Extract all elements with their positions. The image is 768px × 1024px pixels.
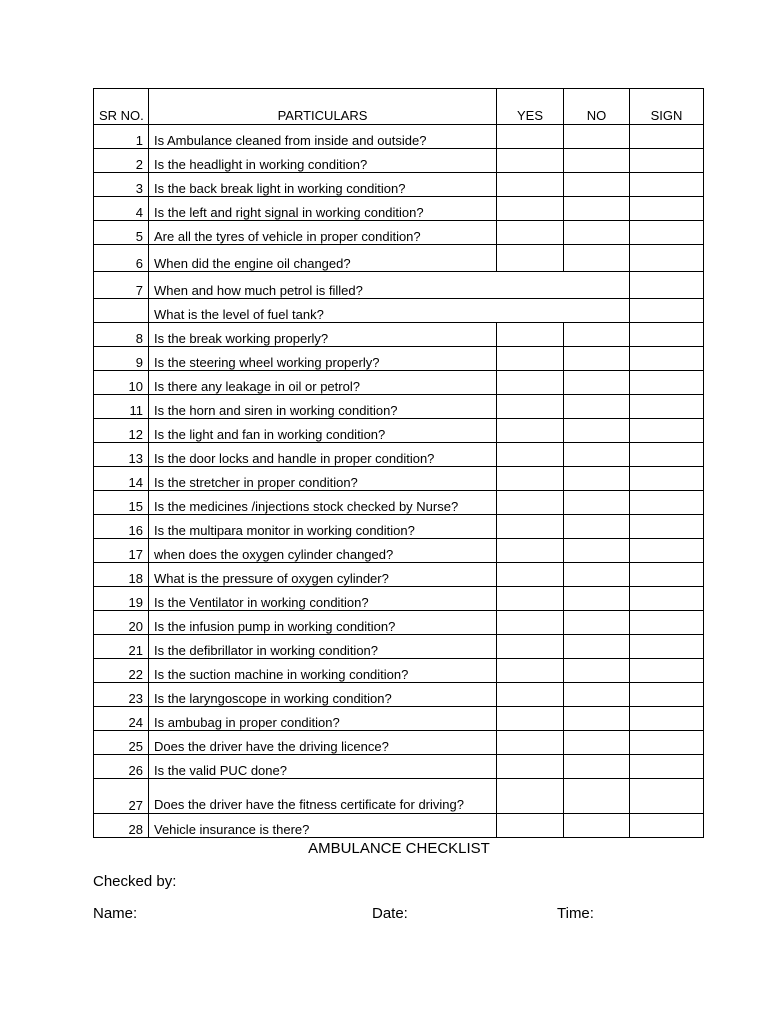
- sign-cell[interactable]: [630, 731, 704, 755]
- sr-cell: 27: [94, 779, 149, 814]
- table-row: [94, 299, 704, 323]
- no-cell[interactable]: [564, 611, 630, 635]
- particulars-cell: Is the medicines /injections stock checked by Nurse?: [149, 491, 497, 515]
- yes-cell[interactable]: [497, 443, 564, 467]
- table-row: [94, 611, 704, 635]
- yes-cell[interactable]: [497, 779, 564, 814]
- sign-cell[interactable]: [630, 125, 704, 149]
- particulars-cell: Is the infusion pump in working condition?: [149, 611, 497, 635]
- particulars-cell: Is the laryngoscope in working condition?: [149, 683, 497, 707]
- no-cell[interactable]: [564, 539, 630, 563]
- header-particulars: PARTICULARS: [149, 89, 497, 125]
- sign-cell[interactable]: [630, 814, 704, 838]
- sr-cell: 2: [94, 149, 149, 173]
- no-cell[interactable]: [564, 707, 630, 731]
- no-cell[interactable]: [564, 245, 630, 272]
- no-cell[interactable]: [564, 755, 630, 779]
- sr-cell: [94, 299, 149, 323]
- header-yes: YES: [497, 89, 564, 125]
- sign-cell[interactable]: [630, 659, 704, 683]
- sr-cell: 5: [94, 221, 149, 245]
- particulars-cell: Are all the tyres of vehicle in proper condition?: [149, 221, 497, 245]
- sign-cell[interactable]: [630, 443, 704, 467]
- particulars-cell: When did the engine oil changed?: [149, 245, 497, 272]
- header-sign: SIGN: [630, 89, 704, 125]
- sign-cell[interactable]: [630, 197, 704, 221]
- particulars-cell: Is the defibrillator in working condition?: [149, 635, 497, 659]
- yes-cell[interactable]: [497, 683, 564, 707]
- sr-cell: 26: [94, 755, 149, 779]
- sr-cell: 13: [94, 443, 149, 467]
- particulars-cell: Is the multipara monitor in working condition?: [149, 515, 497, 539]
- sr-cell: 6: [94, 245, 149, 272]
- sign-cell[interactable]: [630, 707, 704, 731]
- table-row: [94, 779, 704, 814]
- yes-cell[interactable]: [497, 245, 564, 272]
- no-cell[interactable]: [564, 491, 630, 515]
- particulars-cell: Is the light and fan in working condition?: [149, 419, 497, 443]
- sr-cell: 1: [94, 125, 149, 149]
- header-sr-no: SR NO.: [94, 89, 149, 125]
- yes-cell[interactable]: [497, 149, 564, 173]
- table-row: [94, 221, 704, 245]
- sr-cell: 25: [94, 731, 149, 755]
- sign-cell[interactable]: [630, 611, 704, 635]
- sr-cell: 21: [94, 635, 149, 659]
- sr-cell: 24: [94, 707, 149, 731]
- yes-cell[interactable]: [497, 419, 564, 443]
- particulars-cell: Is the Ventilator in working condition?: [149, 587, 497, 611]
- no-cell[interactable]: [564, 467, 630, 491]
- table-row: [94, 635, 704, 659]
- sign-cell[interactable]: [630, 587, 704, 611]
- table-row: [94, 659, 704, 683]
- particulars-cell: Is the valid PUC done?: [149, 755, 497, 779]
- yes-cell[interactable]: [497, 515, 564, 539]
- sr-cell: 10: [94, 371, 149, 395]
- no-cell[interactable]: [564, 635, 630, 659]
- no-cell[interactable]: [564, 149, 630, 173]
- yes-cell[interactable]: [497, 323, 564, 347]
- no-cell[interactable]: [564, 125, 630, 149]
- sign-cell[interactable]: [630, 491, 704, 515]
- particulars-cell: Is the horn and siren in working condition?: [149, 395, 497, 419]
- no-cell[interactable]: [564, 173, 630, 197]
- no-cell[interactable]: [564, 221, 630, 245]
- yes-cell[interactable]: [497, 611, 564, 635]
- no-cell[interactable]: [564, 683, 630, 707]
- particulars-cell: Is Ambulance cleaned from inside and outside?: [149, 125, 497, 149]
- sign-cell[interactable]: [630, 299, 704, 323]
- sr-cell: 15: [94, 491, 149, 515]
- particulars-cell: Is the headlight in working condition?: [149, 149, 497, 173]
- yes-cell[interactable]: [497, 371, 564, 395]
- sign-cell[interactable]: [630, 221, 704, 245]
- sr-cell: 19: [94, 587, 149, 611]
- sign-cell[interactable]: [630, 515, 704, 539]
- header-no: NO: [564, 89, 630, 125]
- sr-cell: 23: [94, 683, 149, 707]
- yes-cell[interactable]: [497, 395, 564, 419]
- no-cell[interactable]: [564, 371, 630, 395]
- yes-cell[interactable]: [497, 635, 564, 659]
- yes-cell[interactable]: [497, 197, 564, 221]
- table-row: [94, 272, 704, 299]
- sign-cell[interactable]: [630, 467, 704, 491]
- sign-cell[interactable]: [630, 347, 704, 371]
- sr-cell: 9: [94, 347, 149, 371]
- table-row: [94, 149, 704, 173]
- table-row: [94, 814, 704, 838]
- sr-cell: 20: [94, 611, 149, 635]
- sign-cell[interactable]: [630, 683, 704, 707]
- particulars-cell: when does the oxygen cylinder changed?: [149, 539, 497, 563]
- table-row: [94, 323, 704, 347]
- checked-by-label: Checked by:: [93, 873, 177, 890]
- particulars-cell: Vehicle insurance is there?: [149, 814, 497, 838]
- yes-cell[interactable]: [497, 587, 564, 611]
- sign-cell[interactable]: [630, 323, 704, 347]
- sign-cell[interactable]: [630, 563, 704, 587]
- table-row: [94, 245, 704, 272]
- table-row: [94, 125, 704, 149]
- particulars-cell: Is the break working properly?: [149, 323, 497, 347]
- sr-cell: 12: [94, 419, 149, 443]
- particulars-cell: When and how much petrol is filled?: [149, 272, 630, 299]
- table-row: [94, 467, 704, 491]
- table-row: [94, 755, 704, 779]
- yes-cell[interactable]: [497, 659, 564, 683]
- sr-cell: 14: [94, 467, 149, 491]
- no-cell[interactable]: [564, 587, 630, 611]
- sr-cell: 4: [94, 197, 149, 221]
- table-row: [94, 419, 704, 443]
- sr-cell: 8: [94, 323, 149, 347]
- particulars-cell: Is the steering wheel working properly?: [149, 347, 497, 371]
- no-cell[interactable]: [564, 443, 630, 467]
- sr-cell: 3: [94, 173, 149, 197]
- sign-cell[interactable]: [630, 395, 704, 419]
- table-row: [94, 197, 704, 221]
- sign-cell[interactable]: [630, 173, 704, 197]
- no-cell[interactable]: [564, 395, 630, 419]
- table-row: [94, 539, 704, 563]
- table-row: [94, 731, 704, 755]
- checklist-title: AMBULANCE CHECKLIST: [308, 840, 490, 857]
- table-row: [94, 347, 704, 371]
- no-cell[interactable]: [564, 563, 630, 587]
- sr-cell: 17: [94, 539, 149, 563]
- particulars-cell: What is the level of fuel tank?: [149, 299, 630, 323]
- no-cell[interactable]: [564, 814, 630, 838]
- particulars-cell: What is the pressure of oxygen cylinder?: [149, 563, 497, 587]
- sr-cell: 28: [94, 814, 149, 838]
- sign-cell[interactable]: [630, 539, 704, 563]
- table-row: [94, 395, 704, 419]
- particulars-cell: Is the left and right signal in working condition?: [149, 197, 497, 221]
- no-cell[interactable]: [564, 419, 630, 443]
- table-row: [94, 515, 704, 539]
- yes-cell[interactable]: [497, 814, 564, 838]
- table-row: [94, 563, 704, 587]
- table-row: [94, 683, 704, 707]
- date-label: Date:: [372, 905, 408, 922]
- table-row: [94, 443, 704, 467]
- sign-cell[interactable]: [630, 419, 704, 443]
- table-row: [94, 707, 704, 731]
- table-row: [94, 491, 704, 515]
- yes-cell[interactable]: [497, 491, 564, 515]
- no-cell[interactable]: [564, 197, 630, 221]
- sr-cell: 16: [94, 515, 149, 539]
- sr-cell: 18: [94, 563, 149, 587]
- yes-cell[interactable]: [497, 125, 564, 149]
- sr-cell: 7: [94, 272, 149, 299]
- yes-cell[interactable]: [497, 731, 564, 755]
- yes-cell[interactable]: [497, 755, 564, 779]
- yes-cell[interactable]: [497, 467, 564, 491]
- particulars-cell: Is the suction machine in working condition?: [149, 659, 497, 683]
- particulars-cell: Is the back break light in working condition?: [149, 173, 497, 197]
- particulars-cell: Is ambubag in proper condition?: [149, 707, 497, 731]
- yes-cell[interactable]: [497, 347, 564, 371]
- no-cell[interactable]: [564, 347, 630, 371]
- no-cell[interactable]: [564, 779, 630, 814]
- yes-cell[interactable]: [497, 539, 564, 563]
- yes-cell[interactable]: [497, 707, 564, 731]
- sign-cell[interactable]: [630, 272, 704, 299]
- sr-cell: 22: [94, 659, 149, 683]
- particulars-cell: Does the driver have the driving licence?: [149, 731, 497, 755]
- table-row: [94, 371, 704, 395]
- time-label: Time:: [557, 905, 594, 922]
- yes-cell[interactable]: [497, 173, 564, 197]
- sign-cell[interactable]: [630, 371, 704, 395]
- sign-cell[interactable]: [630, 755, 704, 779]
- particulars-cell: Is there any leakage in oil or petrol?: [149, 371, 497, 395]
- sr-cell: 11: [94, 395, 149, 419]
- sign-cell[interactable]: [630, 779, 704, 814]
- no-cell[interactable]: [564, 515, 630, 539]
- particulars-cell: Is the stretcher in proper condition?: [149, 467, 497, 491]
- sign-cell[interactable]: [630, 245, 704, 272]
- no-cell[interactable]: [564, 659, 630, 683]
- name-label: Name:: [93, 905, 138, 922]
- sign-cell[interactable]: [630, 149, 704, 173]
- yes-cell[interactable]: [497, 221, 564, 245]
- yes-cell[interactable]: [497, 563, 564, 587]
- checklist-table: [93, 88, 704, 838]
- table-row: [94, 587, 704, 611]
- sign-cell[interactable]: [630, 635, 704, 659]
- header-row: [94, 89, 704, 125]
- table-row: [94, 173, 704, 197]
- particulars-cell: Is the door locks and handle in proper condition?: [149, 443, 497, 467]
- no-cell[interactable]: [564, 731, 630, 755]
- no-cell[interactable]: [564, 323, 630, 347]
- particulars-cell: Does the driver have the fitness certificate for driving?: [149, 779, 497, 814]
